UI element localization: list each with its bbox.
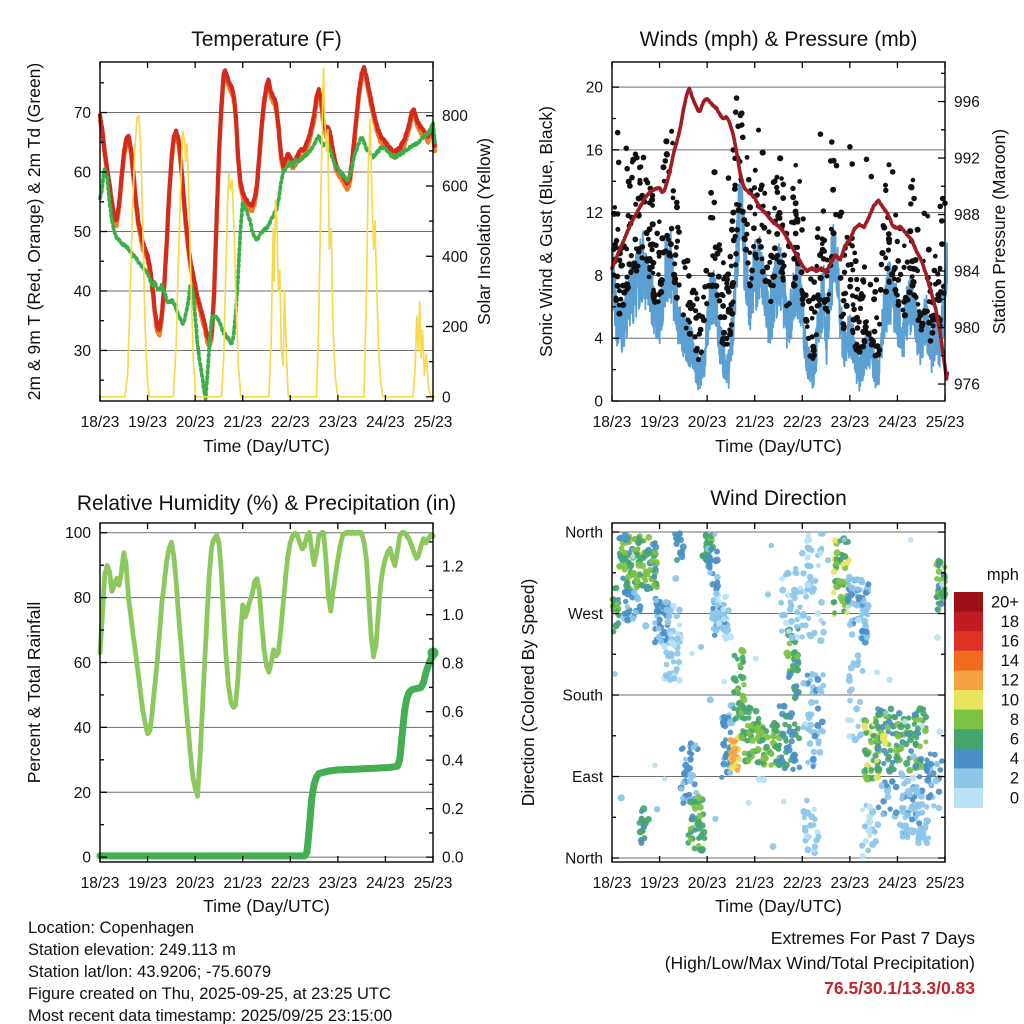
y-right-tick-label: 1.2: [442, 558, 464, 576]
y-left-tick-label: 30: [73, 342, 91, 360]
x-tick-label: 18/23: [592, 414, 632, 431]
colorbar-label: 2: [1009, 769, 1019, 788]
colorbar-segment: [954, 592, 983, 612]
data-series: [611, 88, 948, 391]
y-left-tick-label: 12: [585, 205, 603, 223]
x-tick-label: 19/23: [128, 875, 167, 892]
colorbar-segment: [954, 729, 983, 749]
x-axis-label: Time (Day/UTC): [715, 436, 842, 456]
data-series: [100, 67, 435, 399]
y-left-tick-label: 20: [585, 79, 603, 97]
x-axis-label: Time (Day/UTC): [715, 896, 842, 916]
y-axis-label-right: Solar Insolation (Yellow): [474, 137, 494, 326]
y-right-tick-label: 980: [954, 320, 980, 338]
x-tick-label: 18/23: [80, 414, 120, 431]
humidity-precip-chart: [0, 470, 512, 922]
x-tick-label: 24/23: [366, 875, 405, 892]
x-tick-label: 25/23: [413, 875, 453, 892]
x-tick-label: 23/23: [318, 414, 358, 431]
station-location: Location: Copenhagen: [28, 919, 195, 937]
x-tick-label: 21/23: [223, 414, 263, 431]
x-tick-label: 22/23: [270, 414, 310, 431]
y-left-tick-label: 40: [73, 283, 91, 301]
x-tick-label: 18/23: [80, 875, 120, 892]
winds-pressure-chart: [512, 0, 1024, 470]
y-left-tick-label: 40: [73, 719, 91, 737]
y-left-tick-label: 0: [82, 849, 91, 867]
colorbar-label: 6: [1009, 730, 1019, 749]
x-tick-label: 21/23: [735, 414, 775, 431]
x-tick-label: 24/23: [878, 414, 917, 431]
x-tick-label: 20/23: [687, 875, 727, 892]
y-left-tick-label: 8: [594, 267, 603, 285]
x-tick-label: 19/23: [128, 414, 167, 431]
y-axis-label-left: Percent & Total Rainfall: [24, 601, 44, 784]
colorbar-label: 14: [1000, 652, 1019, 671]
x-tick-label: 24/23: [366, 414, 405, 431]
y-right-tick-label: 976: [954, 376, 980, 394]
y-right-tick-label: 984: [954, 263, 980, 281]
chart-title: Wind Direction: [710, 487, 847, 510]
y-right-tick-label: 0.6: [442, 704, 464, 722]
series-solar-insolation-yellow: [100, 68, 435, 397]
y-axis-label-left: 2m & 9m T (Red, Orange) & 2m Td (Green): [24, 62, 44, 401]
station-latlon: Station lat/lon: 43.9206; -75.6079: [28, 963, 272, 981]
x-tick-label: 22/23: [782, 875, 822, 892]
x-tick-label: 23/23: [830, 414, 870, 431]
colorbar-label: 20+: [991, 593, 1019, 612]
colorbar-label: 0: [1009, 789, 1019, 808]
x-tick-label: 20/23: [175, 414, 215, 431]
figure-created: Figure created on Thu, 2025-09-25, at 23:25 UTC: [28, 985, 391, 1003]
colorbar-title: mph: [986, 566, 1019, 584]
y-left-tick-label: 80: [73, 590, 91, 608]
y-left-tick-label: 50: [73, 224, 91, 241]
series-9m-temp-orange: [100, 74, 435, 347]
colorbar-label: 12: [1000, 671, 1019, 690]
x-tick-label: 19/23: [640, 875, 679, 892]
x-tick-label: 20/23: [687, 414, 727, 431]
y-axis-label-left: Direction (Colored By Speed): [518, 578, 538, 807]
x-tick-label: 22/23: [782, 414, 822, 431]
y-left-tick-label: East: [571, 769, 603, 787]
y-left-tick-label: North: [565, 850, 603, 868]
colorbar-label: 18: [1000, 612, 1019, 631]
colorbar-segment: [954, 749, 983, 769]
colorbar-segment: [954, 768, 983, 788]
x-tick-label: 19/23: [640, 414, 679, 431]
y-right-tick-label: 992: [954, 150, 980, 168]
extremes-subtitle: (High/Low/Max Wind/Total Precipitation): [664, 953, 975, 973]
x-tick-label: 25/23: [925, 875, 965, 892]
x-tick-label: 22/23: [270, 875, 310, 892]
extremes-title: Extremes For Past 7 Days: [770, 928, 975, 948]
x-tick-label: 25/23: [413, 414, 453, 431]
colorbar-label: 4: [1009, 750, 1019, 769]
y-right-tick-label: 400: [442, 248, 468, 266]
y-right-tick-label: 200: [442, 319, 468, 337]
y-right-tick-label: 988: [954, 207, 980, 225]
y-left-tick-label: 16: [585, 142, 603, 160]
y-left-tick-label: North: [565, 524, 603, 542]
y-axis-label-left: Sonic Wind & Gust (Blue, Black): [536, 106, 556, 357]
x-tick-label: 21/23: [735, 875, 775, 892]
y-right-tick-label: 800: [442, 108, 468, 126]
x-tick-label: 23/23: [318, 875, 358, 892]
y-left-tick-label: 60: [73, 654, 91, 672]
x-tick-label: 21/23: [223, 875, 263, 892]
y-left-tick-label: 20: [73, 784, 91, 802]
series-2m-temp-red: [100, 67, 435, 341]
x-tick-label: 25/23: [925, 414, 965, 431]
series-relative-humidity: [100, 532, 433, 796]
y-right-tick-label: 0.8: [442, 655, 464, 673]
y-left-tick-label: 0: [594, 393, 603, 411]
y-left-tick-label: 4: [594, 330, 603, 348]
data-series: [100, 532, 439, 856]
y-axis-label-right: Station Pressure (Maroon): [989, 128, 1009, 335]
y-left-tick-label: South: [562, 687, 603, 705]
x-tick-label: 18/23: [592, 875, 632, 892]
series-total-rainfall: [100, 656, 433, 856]
y-right-tick-label: 0.0: [442, 849, 464, 867]
colorbar-label: 8: [1009, 710, 1019, 729]
temperature-chart: [0, 0, 512, 470]
y-right-tick-label: 0.4: [442, 752, 464, 770]
chart-title: Temperature (F): [191, 28, 342, 51]
colorbar-label: 16: [1000, 632, 1019, 651]
chart-title: Winds (mph) & Pressure (mb): [639, 28, 918, 51]
gridlines: [612, 532, 945, 858]
y-left-tick-label: 70: [73, 105, 91, 123]
station-elevation: Station elevation: 249.113 m: [28, 941, 236, 959]
extremes-values: 76.5/30.1/13.3/0.83: [824, 978, 975, 998]
x-tick-label: 24/23: [878, 875, 917, 892]
extremes-summary: [512, 926, 975, 1001]
y-left-tick-label: 100: [65, 525, 91, 543]
y-right-tick-label: 996: [954, 94, 980, 112]
colorbar-segment: [954, 788, 983, 808]
y-right-tick-label: 0: [442, 389, 451, 407]
x-tick-label: 23/23: [830, 875, 870, 892]
colorbar-segment: [954, 690, 983, 710]
colorbar-segment: [954, 651, 983, 671]
colorbar-label: 10: [1000, 691, 1019, 710]
y-right-tick-label: 600: [442, 178, 468, 196]
colorbar-segment: [954, 612, 983, 632]
colorbar-segment: [954, 631, 983, 651]
station-info: [28, 917, 392, 1024]
wind-direction-chart: [512, 470, 1024, 922]
x-axis-label: Time (Day/UTC): [203, 436, 330, 456]
y-right-tick-label: 1.0: [442, 607, 464, 625]
data-timestamp: Most recent data timestamp: 2025/09/25 23:15:00: [28, 1007, 393, 1024]
y-right-tick-label: 0.2: [442, 801, 464, 819]
y-left-tick-label: 60: [73, 164, 91, 182]
speed-colorbar: [954, 566, 1019, 808]
x-tick-label: 20/23: [175, 875, 215, 892]
colorbar-segment: [954, 710, 983, 730]
chart-title: Relative Humidity (%) & Precipitation (in): [76, 492, 457, 515]
y-left-tick-label: West: [567, 606, 603, 624]
colorbar-segment: [954, 670, 983, 690]
x-axis-label: Time (Day/UTC): [203, 896, 330, 916]
